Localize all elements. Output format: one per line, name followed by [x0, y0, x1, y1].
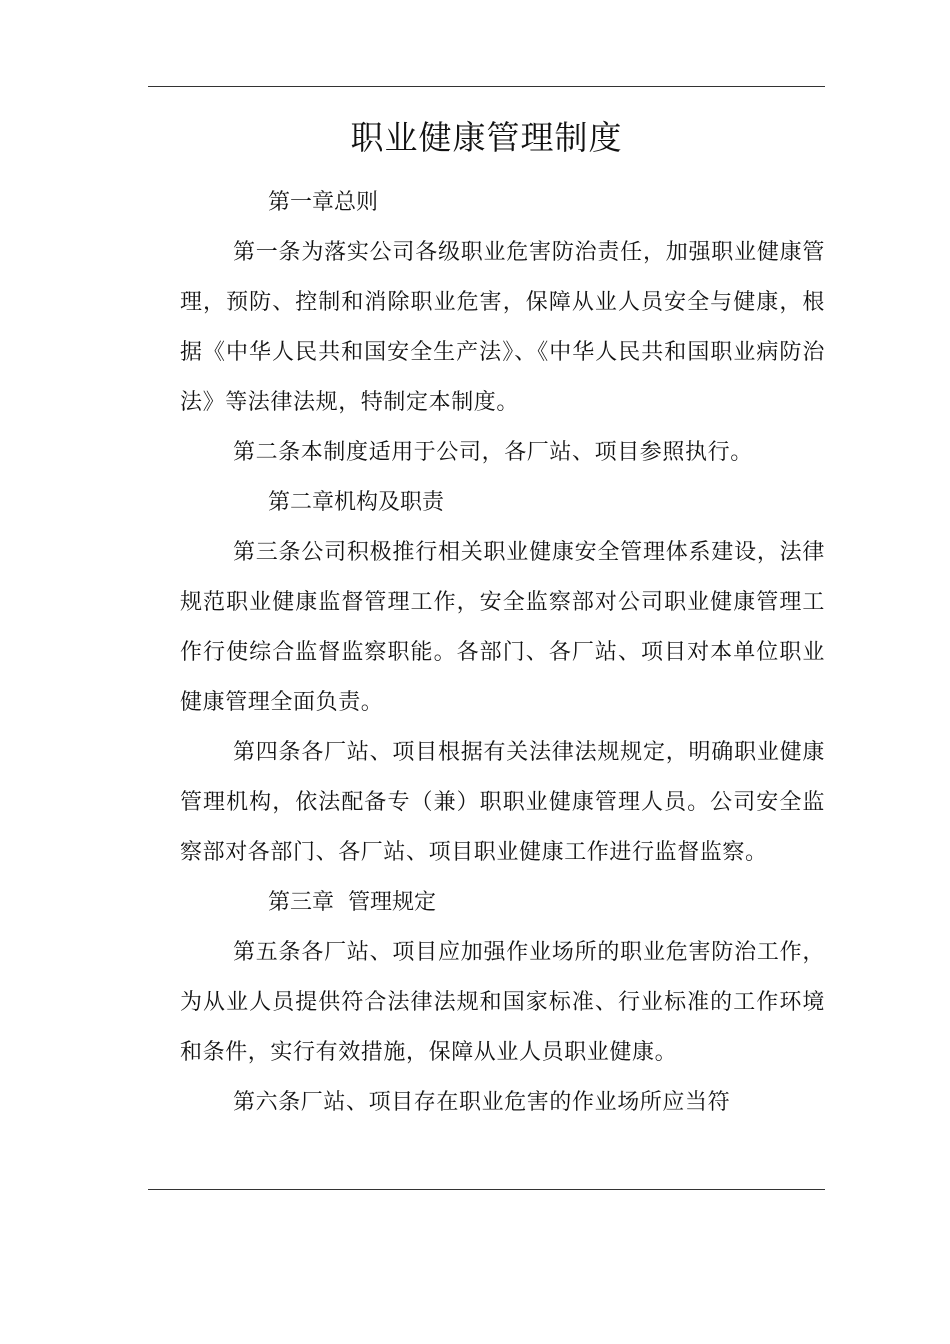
article-3: 第三条公司积极推行相关职业健康安全管理体系建设，法律规范职业健康监督管理工作，安全监察部对公司职业健康管理工作行使综合监督监察职能。各部门、各厂站、项目对本单位职业健康管理全面负责。: [180, 540, 825, 715]
chapter-heading-3: 第三章 管理规定: [268, 890, 436, 915]
article-1: 第一条为落实公司各级职业危害防治责任，加强职业健康管理，预防、控制和消除职业危害，保障从业人员安全与健康，根据《中华人民共和国安全生产法》、《中华人民共和国职业病防治法》等法律法规，特制定本制度。: [180, 240, 825, 415]
article-5: 第五条各厂站、项目应加强作业场所的职业危害防治工作，为从业人员提供符合法律法规和国家标准、行业标准的工作环境和条件，实行有效措施，保障从业人员职业健康。: [180, 940, 825, 1065]
document-body: [180, 178, 825, 1128]
chapter-heading-1: 第一章总则: [268, 190, 379, 215]
article-4: 第四条各厂站、项目根据有关法律法规规定，明确职业健康管理机构，依法配备专（兼）职职业健康管理人员。公司安全监察部对各部门、各厂站、项目职业健康工作进行监督监察。: [180, 740, 825, 865]
document-title: 职业健康管理制度: [350, 118, 623, 157]
chapter-heading-2: 第二章机构及职责: [268, 490, 445, 515]
header-rule: [148, 86, 825, 87]
article-6: 第六条厂站、项目存在职业危害的作业场所应当符: [233, 1090, 731, 1115]
footer-rule: [148, 1189, 825, 1190]
article-2: 第二条本制度适用于公司，各厂站、项目参照执行。: [233, 440, 753, 465]
